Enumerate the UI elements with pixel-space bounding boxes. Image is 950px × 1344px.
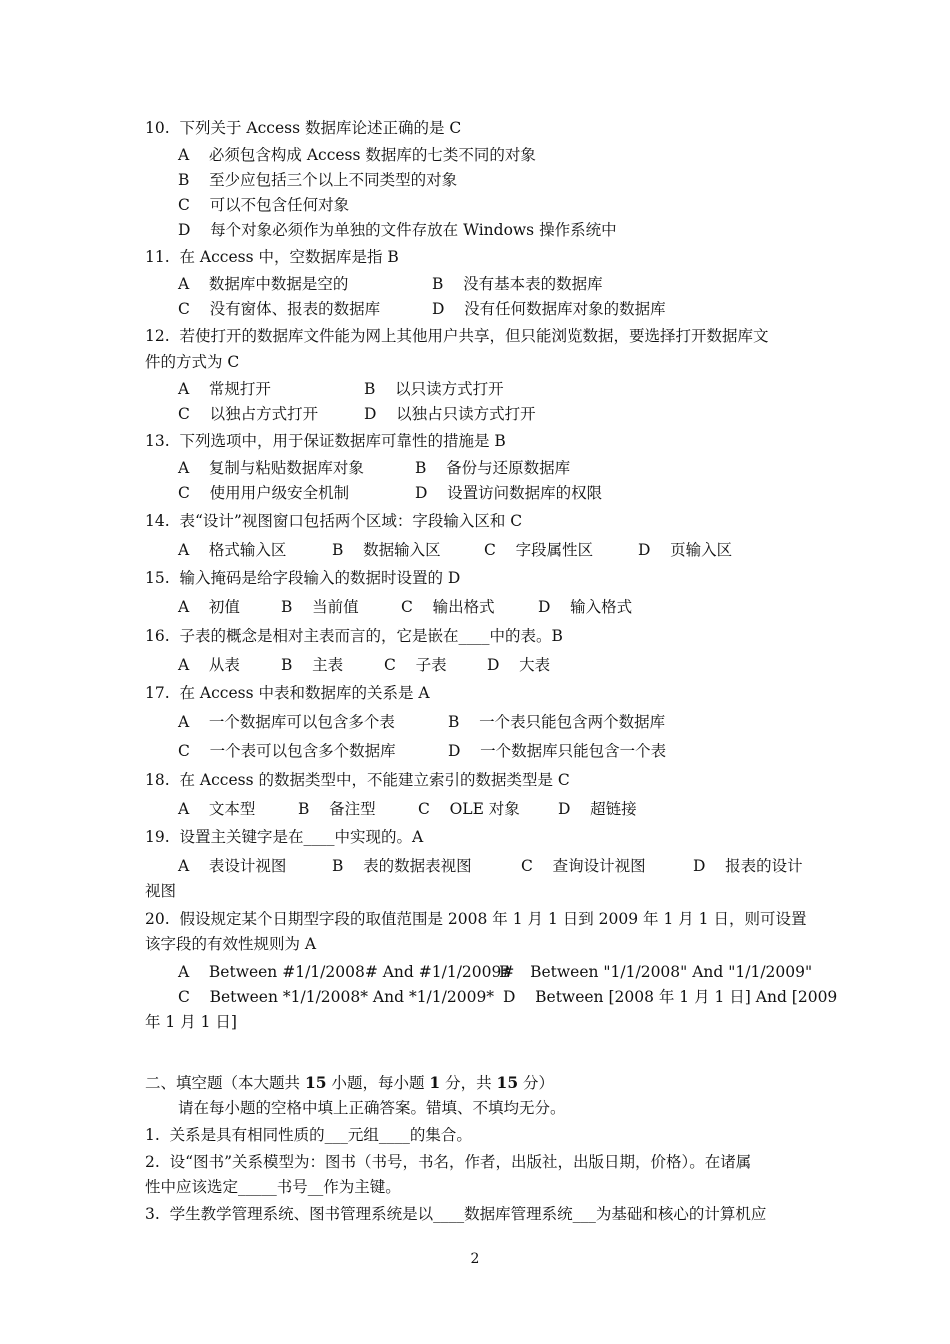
- question-10: 10. 下列关于 Access 数据库论述正确的是 C: [145, 119, 462, 137]
- q20-options-row-2: [178, 987, 838, 1067]
- q12-option-b: B 以只读方式打开: [364, 380, 504, 398]
- question-12-cont: 件的方式为 C: [145, 353, 240, 371]
- q15-option-d: D 输入格式: [538, 598, 633, 616]
- q17-option-d: D 一个数据库只能包含一个表: [448, 742, 667, 760]
- q15-option-b: B 当前值: [281, 598, 359, 616]
- question-20-cont: 该字段的有效性规则为 A: [145, 935, 317, 953]
- q14-option-b: B 数据输入区: [332, 541, 441, 559]
- q16-option-d: D 大表: [487, 656, 551, 674]
- q19-option-b: B 表的数据表视图: [332, 857, 472, 875]
- total-points: 15: [496, 1073, 519, 1092]
- q12-option-d: D 以独占只读方式打开: [364, 405, 536, 423]
- q13-option-d: D 设置访问数据库的权限: [415, 484, 603, 502]
- q20-option-b: B Between "1/1/2008" And "1/1/2009": [499, 963, 813, 981]
- q19-option-a: A 表设计视图: [178, 857, 287, 875]
- q19-option-d: D 报表的设计: [693, 857, 803, 875]
- q15-option-c: C 输出格式: [401, 598, 495, 616]
- question-13: 13. 下列选项中，用于保证数据库可靠性的措施是 B: [145, 432, 506, 450]
- q12-option-c: C 以独占方式打开: [178, 405, 319, 423]
- q17-option-c: C 一个表可以包含多个数据库: [178, 742, 396, 760]
- q20-option-a: A Between #1/1/2008# And #1/1/2009#: [178, 963, 515, 981]
- q14-option-c: C 字段属性区: [484, 541, 594, 559]
- q18-option-b: B 备注型: [298, 800, 376, 818]
- q17-option-b: B 一个表只能包含两个数据库: [448, 713, 666, 731]
- q20-option-c: C Between *1/1/2008* And *1/1/2009*: [178, 988, 495, 1006]
- q15-option-a: A 初值: [178, 598, 240, 616]
- q13-option-b: B 备份与还原数据库: [415, 459, 571, 477]
- q11-option-b: B 没有基本表的数据库: [432, 275, 603, 293]
- q13-option-c: C 使用用户级安全机制: [178, 484, 350, 502]
- fill-question-2-cont: 性中应该选定_____书号__作为主键。: [145, 1178, 401, 1196]
- q16-option-b: B 主表: [281, 656, 344, 674]
- section-title-post: 分）: [518, 1074, 555, 1092]
- q20-option-d: D Between [2008 年 1 月 1 日] And [2009: [503, 988, 838, 1006]
- question-18: 18. 在 Access 的数据类型中，不能建立索引的数据类型是 C: [145, 771, 570, 789]
- section-title-pre: 二、填空题（本大题共: [145, 1074, 305, 1092]
- q20-option-d-cont: 年 1 月 1 日]: [145, 1013, 237, 1031]
- q14-option-a: A 格式输入区: [178, 541, 287, 559]
- section-2-title: [145, 1073, 554, 1093]
- question-16: 16. 子表的概念是相对主表而言的，它是嵌在____中的表。B: [145, 627, 563, 645]
- section-title-mid2: 分，共: [440, 1074, 497, 1092]
- q12-option-a: A 常规打开: [178, 380, 271, 398]
- q17-option-a: A 一个数据库可以包含多个表: [178, 713, 395, 731]
- q18-option-a: A 文本型: [178, 800, 256, 818]
- q11-option-a: A 数据库中数据是空的: [178, 275, 349, 293]
- q10-option-a: A 必须包含构成 Access 数据库的七类不同的对象: [178, 146, 536, 164]
- question-15: 15. 输入掩码是给字段输入的数据时设置的 D: [145, 569, 461, 587]
- points-per-question: 1: [429, 1073, 441, 1092]
- q16-option-c: C 子表: [384, 656, 447, 674]
- section-title-mid: 小题，每小题: [326, 1074, 430, 1092]
- page-number: 2: [470, 1251, 480, 1267]
- q11-option-d: D 没有任何数据库对象的数据库: [432, 300, 666, 318]
- question-14: 14. 表“设计”视图窗口包括两个区域：字段输入区和 C: [145, 512, 523, 530]
- question-17: 17. 在 Access 中表和数据库的关系是 A: [145, 684, 430, 702]
- fill-question-1: 1. 关系是具有相同性质的___元组____的集合。: [145, 1126, 472, 1144]
- q10-option-d: D 每个对象必须作为单独的文件存放在 Windows 操作系统中: [178, 221, 617, 239]
- q10-option-b: B 至少应包括三个以上不同类型的对象: [178, 171, 458, 189]
- total-questions-count: 15: [304, 1073, 327, 1092]
- question-19: 19. 设置主关键字是在____中实现的。A: [145, 828, 424, 846]
- q18-option-c: C OLE 对象: [418, 800, 520, 818]
- fill-question-2: 2. 设“图书”关系模型为：图书（书号，书名，作者，出版社，出版日期，价格）。在诸属: [145, 1153, 752, 1171]
- q16-option-a: A 从表: [178, 656, 240, 674]
- section-2-instruction: 请在每小题的空格中填上正确答案。错填、不填均无分。: [178, 1099, 566, 1117]
- question-11: 11. 在 Access 中，空数据库是指 B: [145, 248, 399, 266]
- fill-question-3: 3. 学生教学管理系统、图书管理系统是以____数据库管理系统___为基础和核心的计算机应: [145, 1205, 767, 1223]
- q13-option-a: A 复制与粘贴数据库对象: [178, 459, 364, 477]
- q18-option-d: D 超链接: [558, 800, 637, 818]
- q10-option-c: C 可以不包含任何对象: [178, 196, 350, 214]
- question-20: 20. 假设规定某个日期型字段的取值范围是 2008 年 1 月 1 日到 2009 年 1 月 1 日，则可设置: [145, 910, 807, 928]
- q19-option-d-cont: 视图: [145, 882, 177, 900]
- q19-option-c: C 查询设计视图: [521, 857, 646, 875]
- question-12: 12. 若使打开的数据库文件能为网上其他用户共享，但只能浏览数据，要选择打开数据库文: [145, 327, 769, 345]
- q14-option-d: D 页输入区: [638, 541, 733, 559]
- q11-option-c: C 没有窗体、报表的数据库: [178, 300, 381, 318]
